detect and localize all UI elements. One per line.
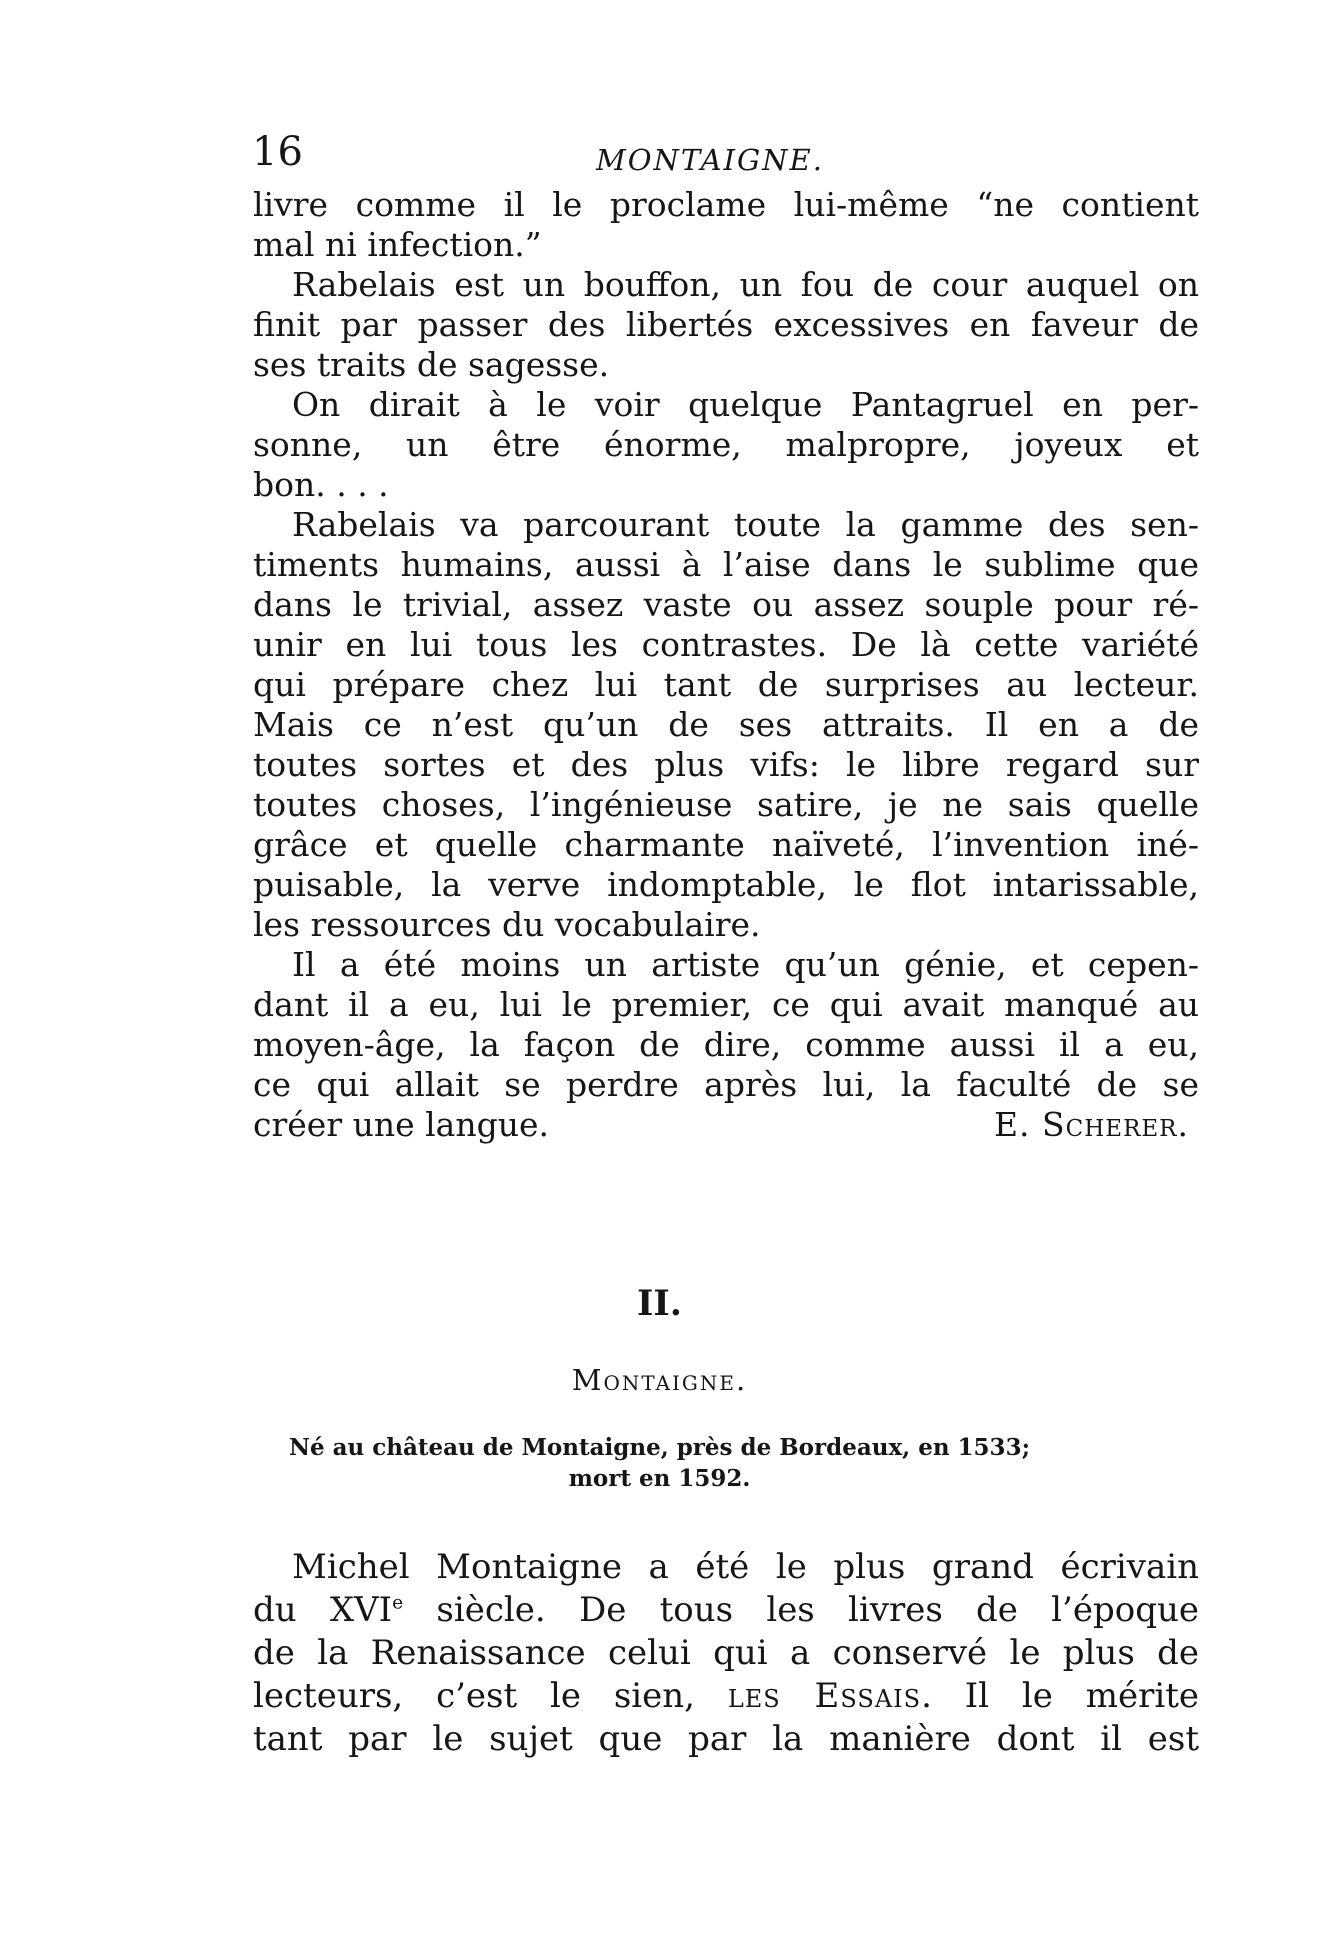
last-line-text: créer une langue. [253,1105,549,1144]
text-line: les ressources du vocabulaire. [253,905,761,944]
subtitle-line: mort en 1592. [568,1465,751,1492]
text-line: finit par passer des libertés excessives en faveur de [253,305,1199,344]
text-line: ses traits de sagesse. [253,345,610,384]
text-fragment: lecteurs, c’est le sien, [253,1676,728,1716]
text-line: dant il a eu, lui le premier, ce qui avait manqué au [253,985,1199,1024]
text-line: sonne, un être énorme, malpropre, joyeux et [253,425,1199,464]
text-line: livre comme il le proclame lui-même “ne contient [253,185,1199,224]
author-signature: E. Scherer. [993,1105,1189,1144]
subtitle-line: Né au château de Montaigne, près de Bordeaux, en 1533; [288,1434,1031,1461]
text-fragment: du XVI [253,1590,393,1630]
text-line: timents humains, aussi à l’aise dans le sublime que [253,545,1199,584]
text-line: Rabelais est un bouffon, un fou de cour auquel on [292,265,1199,304]
superscript: e [392,1592,404,1614]
section2-text [253,1546,1199,1761]
section-number: II. [637,1283,682,1324]
text-line: Il a été moins un artiste qu’un génie, et cepen- [292,945,1199,984]
text-fragment: siècle. De tous les livres de l’époque [403,1590,1199,1630]
text-line: grâce et quelle charmante naïveté, l’invention iné- [253,825,1199,864]
text-line: de la Renaissance celui qui a conservé le plus de [253,1633,1199,1673]
text-line-last [253,1105,1199,1145]
running-head: MONTAIGNE. [596,143,824,177]
book-title: les Essais [727,1676,922,1716]
section-subtitle [0,1432,1319,1494]
text-line: moyen-âge, la façon de dire, comme aussi il a eu, [253,1025,1199,1064]
text-line: toutes choses, l’ingénieuse satire, je ne sais quelle [253,785,1199,824]
text-line: toutes sortes et des plus vifs: le libre regard sur [253,745,1199,784]
section1-text [253,185,1199,1145]
text-line [253,1589,1199,1632]
text-fragment: . Il le mérite [921,1676,1199,1716]
text-line: qui prépare chez lui tant de surprises au lecteur. [253,665,1199,704]
text-line [253,1675,1199,1718]
page-number: 16 [252,129,303,175]
text-line: ce qui allait se perdre après lui, la faculté de se [253,1065,1199,1104]
text-line: bon. . . . [253,465,389,504]
section-title: Montaigne. [571,1363,748,1397]
text-line: Michel Montaigne a été le plus grand écrivain [292,1547,1199,1587]
text-line: Rabelais va parcourant toute la gamme des sen- [292,505,1199,544]
text-line: dans le trivial, assez vaste ou assez souple pour ré- [253,585,1199,624]
text-line: puisable, la verve indomptable, le flot intarissable, [253,865,1199,904]
text-line: Mais ce n’est qu’un de ses attraits. Il en a de [253,705,1199,744]
text-line: mal ni infection.” [253,225,542,264]
text-line: unir en lui tous les contrastes. De là cette variété [253,625,1199,664]
text-line: tant par le sujet que par la manière dont il est [253,1719,1199,1759]
text-line: On dirait à le voir quelque Pantagruel en per- [292,385,1199,424]
